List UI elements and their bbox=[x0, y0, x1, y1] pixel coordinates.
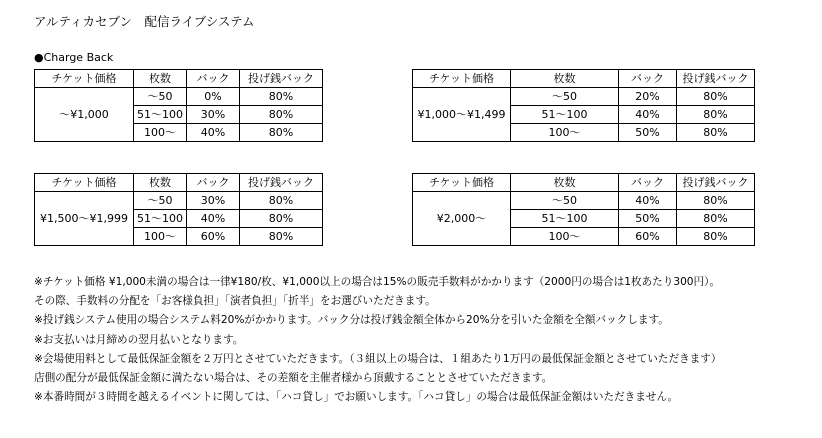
header-back: バック bbox=[619, 174, 677, 192]
tip-back-cell: 80% bbox=[240, 210, 323, 228]
price-cell: ¥1,500～¥1,999 bbox=[35, 192, 134, 246]
note-line: ※チケット価格 ¥1,000未満の場合は一律¥180/枚、¥1,000以上の場合は15%の販売手数料がかかります（2000円の場合は1枚あたり300円）。 bbox=[34, 276, 721, 288]
header-price: チケット価格 bbox=[413, 174, 511, 192]
back-cell: 30% bbox=[187, 106, 240, 124]
tip-back-cell: 80% bbox=[677, 124, 755, 142]
header-back: バック bbox=[619, 70, 677, 88]
tip-back-cell: 80% bbox=[677, 192, 755, 210]
header-back: バック bbox=[187, 174, 240, 192]
header-tip-back: 投げ銭バック bbox=[677, 70, 755, 88]
count-cell: 51～100 bbox=[134, 210, 187, 228]
table-row bbox=[35, 88, 323, 106]
header-tip-back: 投げ銭バック bbox=[240, 174, 323, 192]
table-header-row bbox=[413, 70, 755, 88]
back-cell: 0% bbox=[187, 88, 240, 106]
note-line: その際、手数料の分配を「お客様負担」「演者負担」「折半」をお選びいただきます。 bbox=[34, 295, 436, 308]
back-cell: 40% bbox=[619, 106, 677, 124]
back-cell: 20% bbox=[619, 88, 677, 106]
back-cell: 60% bbox=[187, 228, 240, 246]
tip-back-cell: 80% bbox=[677, 88, 755, 106]
notes-block bbox=[34, 273, 721, 407]
back-cell: 30% bbox=[187, 192, 240, 210]
page-title: アルティカセブン 配信ライブシステム bbox=[34, 14, 255, 29]
header-tip-back: 投げ銭バック bbox=[677, 174, 755, 192]
price-cell: ¥1,000～¥1,499 bbox=[413, 88, 511, 142]
price-cell: ～¥1,000 bbox=[35, 88, 134, 142]
back-cell: 40% bbox=[187, 210, 240, 228]
table-header-row bbox=[35, 174, 323, 192]
table-header-row bbox=[35, 70, 323, 88]
count-cell: 100～ bbox=[511, 228, 619, 246]
header-count: 枚数 bbox=[511, 174, 619, 192]
header-back: バック bbox=[187, 70, 240, 88]
count-cell: ～50 bbox=[134, 192, 187, 210]
pricing-table bbox=[412, 69, 755, 142]
tip-back-cell: 80% bbox=[677, 228, 755, 246]
header-price: チケット価格 bbox=[35, 174, 134, 192]
tip-back-cell: 80% bbox=[240, 106, 323, 124]
table-header-row bbox=[413, 174, 755, 192]
tip-back-cell: 80% bbox=[240, 88, 323, 106]
count-cell: ～50 bbox=[134, 88, 187, 106]
section-label: ●Charge Back bbox=[34, 51, 114, 64]
back-cell: 40% bbox=[187, 124, 240, 142]
count-cell: 51～100 bbox=[511, 106, 619, 124]
pricing-table bbox=[34, 173, 323, 246]
note-line: ※会場使用料として最低保証金額を２万円とさせていただきます。（３組以上の場合は、１組あたり1万円の最低保証金額とさせていただきます） bbox=[34, 352, 722, 365]
count-cell: 100～ bbox=[134, 228, 187, 246]
price-cell: ¥2,000～ bbox=[413, 192, 511, 246]
count-cell: 51～100 bbox=[511, 210, 619, 228]
pricing-table bbox=[34, 69, 323, 142]
tip-back-cell: 80% bbox=[677, 106, 755, 124]
count-cell: 100～ bbox=[134, 124, 187, 142]
back-cell: 60% bbox=[619, 228, 677, 246]
table-row bbox=[413, 192, 755, 210]
table-row bbox=[413, 88, 755, 106]
tip-back-cell: 80% bbox=[240, 124, 323, 142]
tip-back-cell: 80% bbox=[677, 210, 755, 228]
header-price: チケット価格 bbox=[35, 70, 134, 88]
table-row bbox=[35, 192, 323, 210]
header-count: 枚数 bbox=[511, 70, 619, 88]
note-line: ※投げ銭システム使用の場合システム料20%がかかります。バック分は投げ銭金額全体から20%分を引いた金額を全額バックします。 bbox=[34, 314, 669, 327]
back-cell: 40% bbox=[619, 192, 677, 210]
count-cell: ～50 bbox=[511, 192, 619, 210]
tip-back-cell: 80% bbox=[240, 228, 323, 246]
back-cell: 50% bbox=[619, 210, 677, 228]
pricing-table bbox=[412, 173, 755, 246]
note-line: ※お支払いは月締めの翌月払いとなります。 bbox=[34, 333, 244, 346]
header-count: 枚数 bbox=[134, 174, 187, 192]
count-cell: 100～ bbox=[511, 124, 619, 142]
header-count: 枚数 bbox=[134, 70, 187, 88]
note-line: ※本番時間が３時間を越えるイベントに関しては、「ハコ貸し」でお願いします。「ハコ貸し」の場合は最低保証金額はいただきません。 bbox=[34, 391, 679, 404]
header-tip-back: 投げ銭バック bbox=[240, 70, 323, 88]
count-cell: ～50 bbox=[511, 88, 619, 106]
tip-back-cell: 80% bbox=[240, 192, 323, 210]
header-price: チケット価格 bbox=[413, 70, 511, 88]
back-cell: 50% bbox=[619, 124, 677, 142]
note-line: 店側の配分が最低保証金額に満たない場合は、その差額を主催者様から頂戴することとさせていただきます。 bbox=[34, 372, 553, 385]
count-cell: 51～100 bbox=[134, 106, 187, 124]
